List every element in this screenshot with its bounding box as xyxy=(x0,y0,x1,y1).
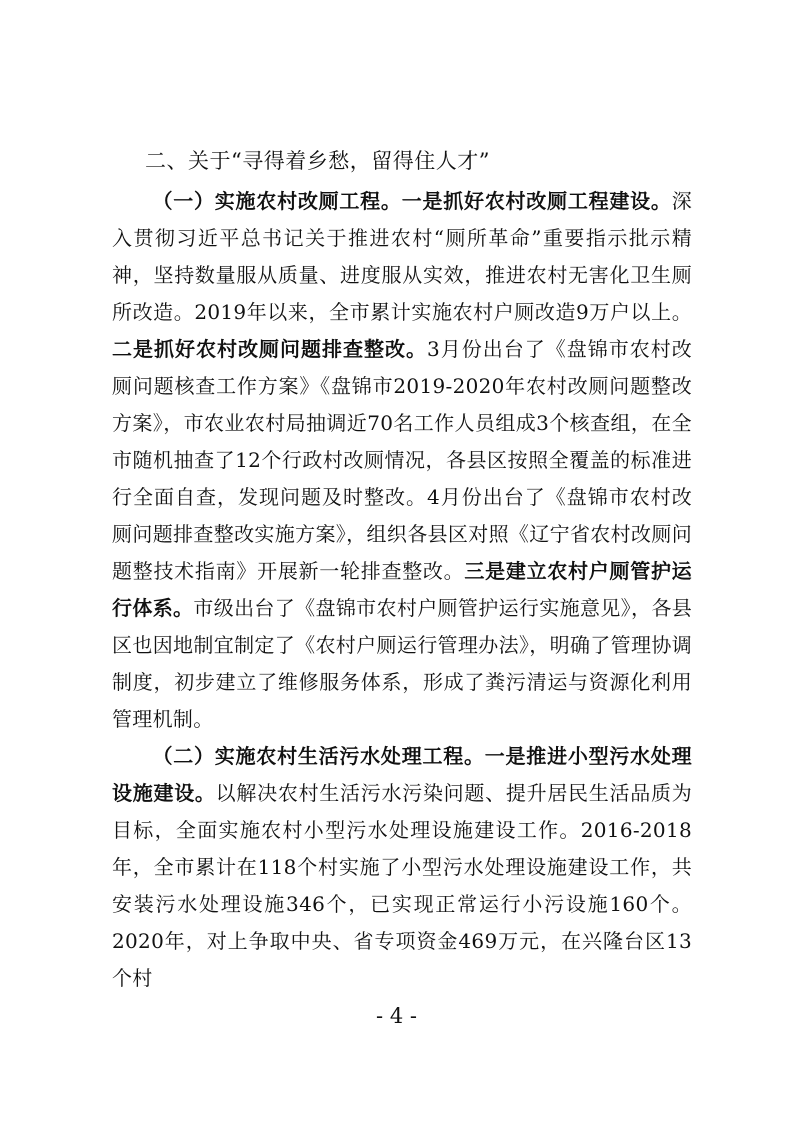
paragraph-lead-2: 二是抓好农村改厕问题排查整改。 xyxy=(112,337,427,361)
paragraph-sewage-treatment xyxy=(112,738,692,997)
paragraph-lead: （二）实施农村生活污水处理工程。一是推进小型污水处理设施建设。 xyxy=(112,744,692,805)
paragraph-lead: （一）实施农村改厕工程。一是抓好农村改厕工程建设。 xyxy=(152,189,672,213)
paragraph-body: 深入贯彻习近平总书记关于推进农村“厕所革命”重要指示批示精神，坚持数量服从质量、进度服从实效，推进农村无害化卫生厕所改造。2019年以来，全市累计实施农村户厕改造9万户以上。 xyxy=(112,189,692,324)
paragraph-toilet-reform xyxy=(112,183,692,738)
page-number: - 4 - xyxy=(376,1004,417,1028)
paragraph-body-2: 3月份出台了《盘锦市农村改厕问题核查工作方案》《盘锦市2019-2020年农村改厕问题整改方案》，市农业农村局抽调近70名工作人员组成3个核查组，在全市随机抽查了12个行政村改厕情况，各县区按照全覆盖的标准进行全面自查，发现问题及时整改。4月份出台了《盘锦市农村改厕问题排查整改实施方案》，组织各县区对照《辽宁省农村改厕问题整技术指南》开展新一轮排查整改。 xyxy=(112,337,693,583)
paragraph-body-3: 市级出台了《盘锦市农村户厕管护运行实施意见》，各县区也因地制宜制定了《农村户厕运行管理办法》，明确了管理协调制度，初步建立了维修服务体系，形成了粪污清运与资源化利用管理机制。 xyxy=(112,596,693,731)
paragraph-lead-3: 三是建立农村户厕管护运行体系。 xyxy=(112,559,692,620)
section-heading: 二、关于“寻得着乡愁，留得住人才” xyxy=(145,149,490,173)
paragraph-body: 以解决农村生活污水污染问题、提升居民生活品质为目标，全面实施农村小型污水处理设施建设工作。2016-2018年，全市累计在118个村实施了小型污水处理设施建设工作，共安装污水处理设施346个，已实现正常运行小污设施160个。2020年，对上争取中央、省专项资金469万元，在兴隆台区13个村 xyxy=(112,781,693,990)
